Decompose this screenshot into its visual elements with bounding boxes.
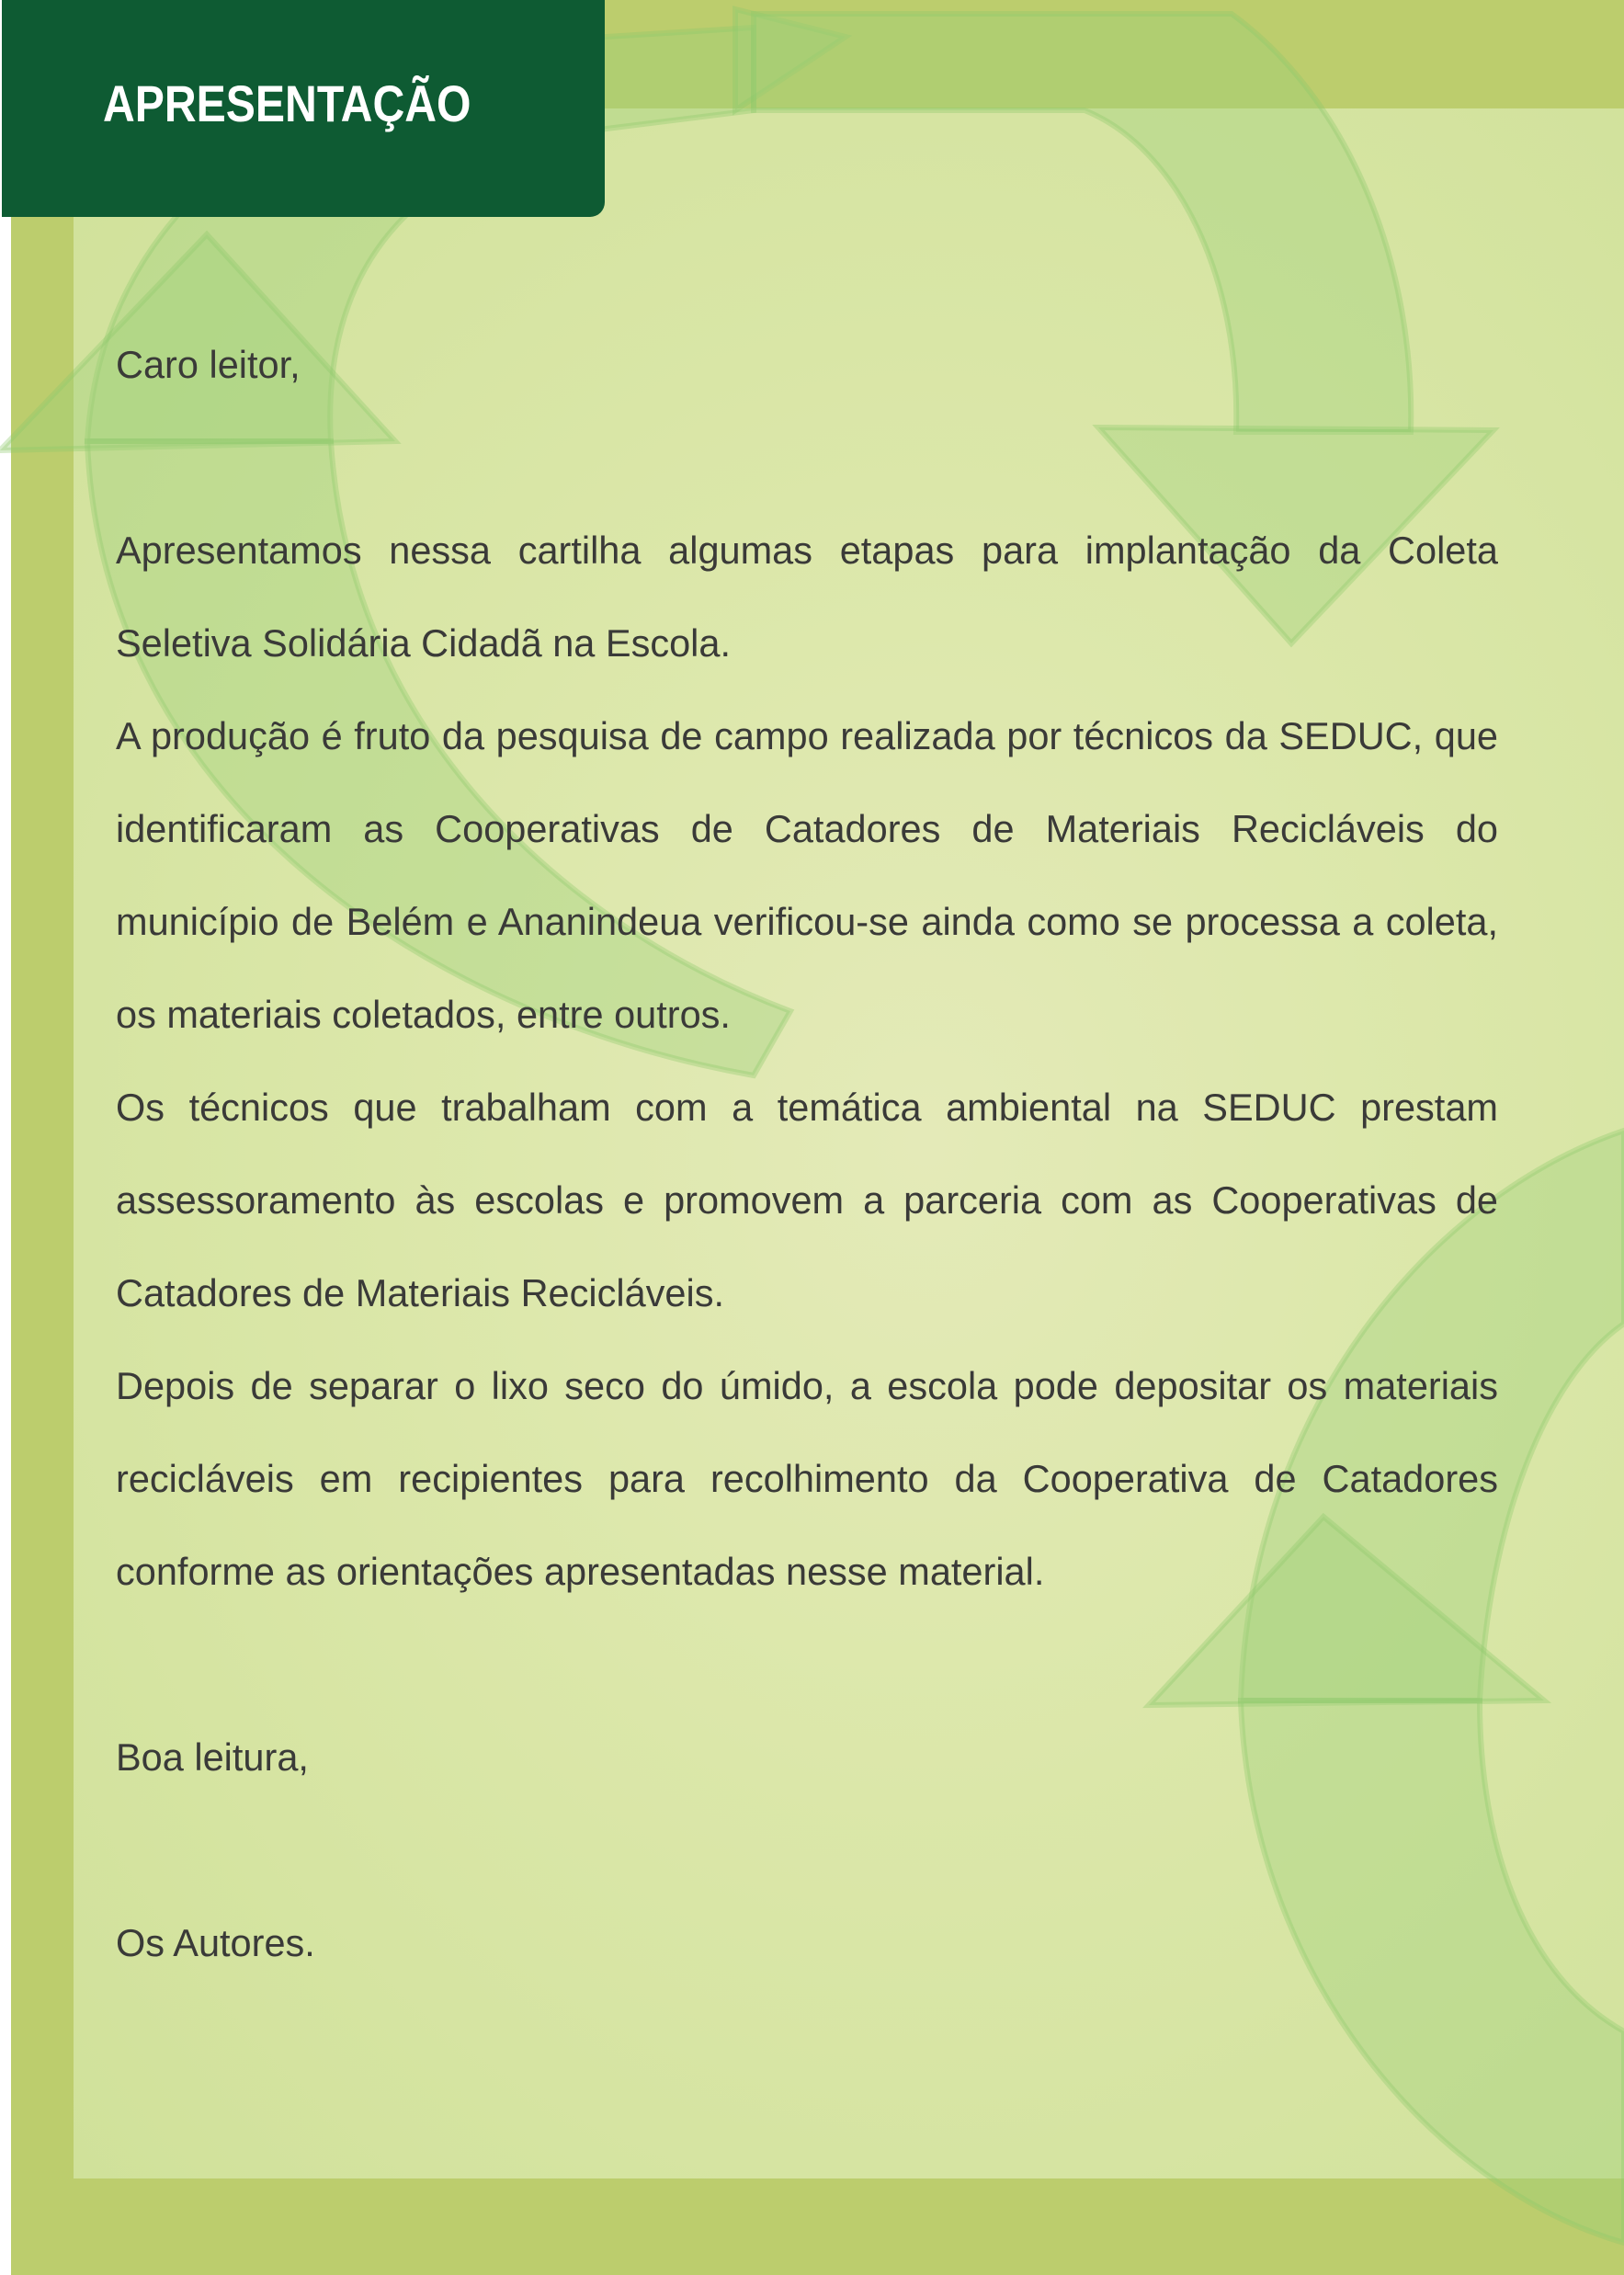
paragraph-intro-line2: Seletiva Solidária Cidadã na Escola. bbox=[116, 621, 732, 665]
paragraph-technicians: Os técnicos que trabalham com a temática ambiental na SEDUC prestam assessoramento às escolas e promovem a parceria com as Cooperativas de Catadores de Materiais Recicláveis. bbox=[116, 1086, 1498, 1314]
signature: Os Autores. bbox=[116, 1921, 315, 1964]
closing: Boa leitura, bbox=[116, 1735, 309, 1779]
section-header bbox=[2, 0, 605, 217]
paragraph-instructions: Depois de separar o lixo seco do úmido, a escola pode depositar os materiais recicláveis em recipientes para recolhimento da Cooperativa de Catadores conforme as orientações apresentadas nesse material. bbox=[116, 1364, 1498, 1593]
section-title: APRESENTAÇÃO bbox=[103, 74, 471, 132]
paragraph-intro-line1: Apresentamos nessa cartilha algumas etapas para implantação da Coleta bbox=[116, 529, 1498, 572]
paragraph-research: A produção é fruto da pesquisa de campo realizada por técnicos da SEDUC, que identificaram as Cooperativas de Catadores de Materiais Recicláveis do município de Belém e Ananindeua verificou-se ainda como se processa a coleta, os materiais coletados, entre outros. bbox=[116, 714, 1498, 1036]
letter-body bbox=[116, 318, 1498, 1989]
greeting: Caro leitor, bbox=[116, 343, 301, 386]
